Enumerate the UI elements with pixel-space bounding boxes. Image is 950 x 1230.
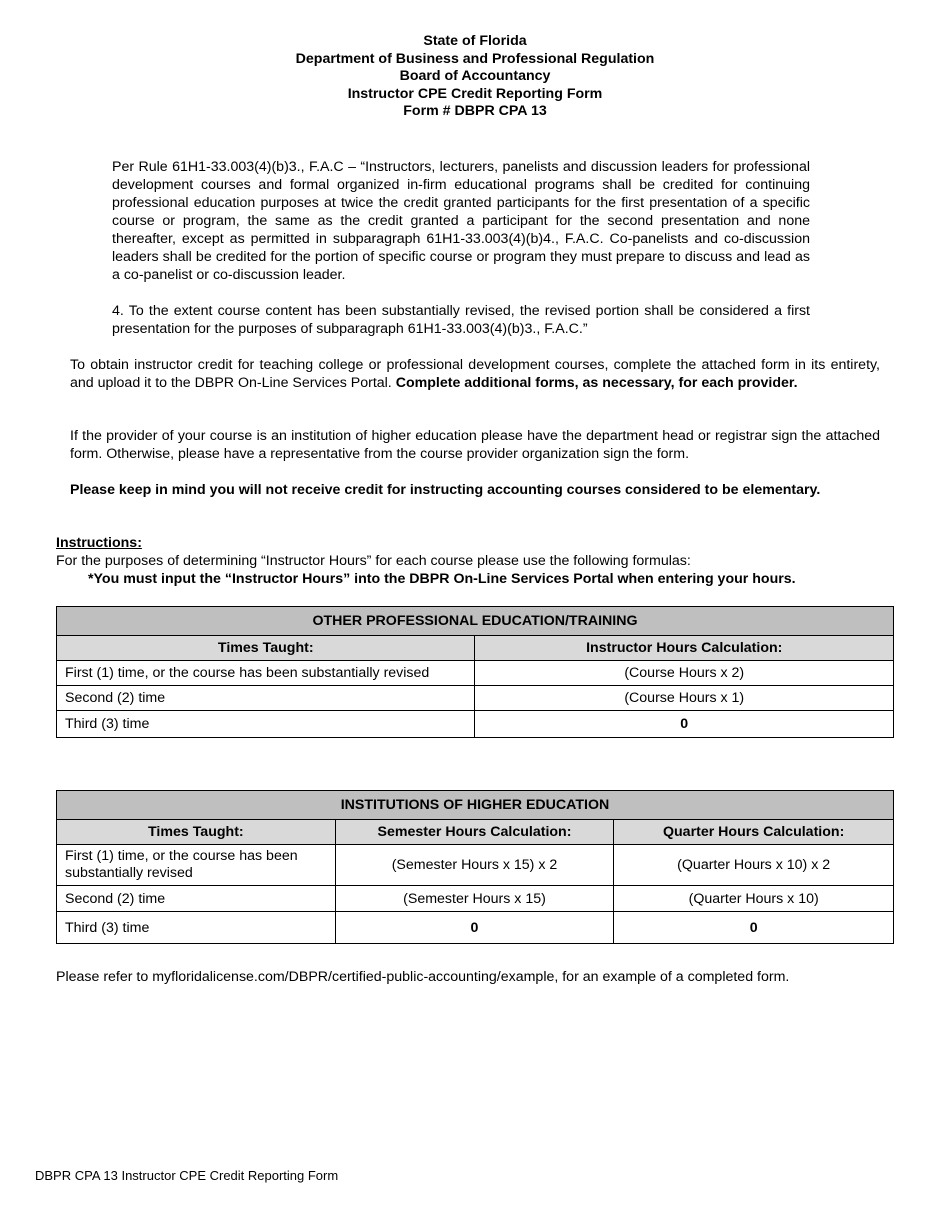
semester-cell: 0 bbox=[335, 912, 614, 944]
higher-education-table bbox=[56, 790, 894, 944]
header-state: State of Florida bbox=[423, 33, 527, 49]
higher-header-quarter: Quarter Hours Calculation: bbox=[614, 820, 894, 845]
table-row bbox=[57, 886, 894, 912]
times-cell: Second (2) time bbox=[57, 886, 336, 912]
quarter-cell: (Quarter Hours x 10) x 2 bbox=[614, 845, 894, 886]
higher-header-semester: Semester Hours Calculation: bbox=[335, 820, 614, 845]
additional-forms-note: Complete additional forms, as necessary, for each provider. bbox=[395, 375, 798, 391]
times-cell: First (1) time, or the course has been substantially revised bbox=[57, 845, 336, 886]
instructions-paragraph-upload bbox=[70, 356, 880, 392]
table-row bbox=[57, 686, 894, 711]
rule-subparagraph: 4. To the extent course content has been substantially revised, the revised portion shall be considered a first presentation for the purposes of subparagraph 61H1-33.003(4)(b)3., F.A.C.” bbox=[112, 303, 810, 337]
semester-cell: (Semester Hours x 15) bbox=[335, 886, 614, 912]
header-board: Board of Accountancy bbox=[399, 68, 551, 84]
times-cell: Second (2) time bbox=[57, 686, 475, 711]
table-row bbox=[57, 661, 894, 686]
elementary-courses-warning: Please keep in mind you will not receive credit for instructing accounting courses considered to be elementary. bbox=[70, 482, 821, 498]
table-row bbox=[57, 845, 894, 886]
rule-text: Per Rule 61H1-33.003(4)(b)3., F.A.C – “Instructors, lecturers, panelists and discussion leaders for professional development courses and formal organized in-firm educational programs shall be credited for continuing professional education purposes at twice the credit granted participants for the first presentation of a specific course or program, the same as the credit granted a participant for the second presentation and none thereafter, except as permitted in subparagraph 61H1-33.003(4)(b)4., F.A.C. Co-panelists and co-discussion leaders shall be credited for the portion of specific course or program they must prepare to discuss and lead as a co-panelist or co-discussion leader. bbox=[112, 159, 810, 283]
table-row bbox=[57, 711, 894, 738]
other-header-calc: Instructor Hours Calculation: bbox=[475, 636, 894, 661]
calc-cell: (Course Hours x 2) bbox=[475, 661, 894, 686]
page-footer: DBPR CPA 13 Instructor CPE Credit Reporting Form bbox=[35, 1168, 339, 1183]
calc-cell: 0 bbox=[475, 711, 894, 738]
instructions-portal-note: *You must input the “Instructor Hours” into the DBPR On-Line Services Portal when entering your hours. bbox=[88, 571, 796, 587]
other-table-title: OTHER PROFESSIONAL EDUCATION/TRAINING bbox=[57, 607, 894, 636]
instructions-heading: Instructions: bbox=[56, 535, 142, 551]
document-header bbox=[0, 33, 950, 121]
calc-cell: (Course Hours x 1) bbox=[475, 686, 894, 711]
times-cell: First (1) time, or the course has been substantially revised bbox=[57, 661, 475, 686]
semester-cell: (Semester Hours x 15) x 2 bbox=[335, 845, 614, 886]
provider-signature-paragraph: If the provider of your course is an institution of higher education please have the department head or registrar sign the attached form. Otherwise, please have a representative from the course provider organization sign the form. bbox=[70, 428, 880, 462]
header-department: Department of Business and Professional Regulation bbox=[295, 50, 655, 67]
header-form-number: Form # DBPR CPA 13 bbox=[403, 103, 547, 119]
rule-quote bbox=[112, 158, 810, 338]
times-cell: Third (3) time bbox=[57, 711, 475, 738]
other-header-times: Times Taught: bbox=[57, 636, 475, 661]
upload-text: To obtain instructor credit for teaching college or professional development courses, complete the attached form in its entirety, and upload it to the DBPR On-Line Services Portal. bbox=[70, 357, 880, 391]
higher-header-times: Times Taught: bbox=[57, 820, 336, 845]
header-form-title: Instructor CPE Credit Reporting Form bbox=[347, 85, 603, 102]
quarter-cell: 0 bbox=[614, 912, 894, 944]
higher-table-title: INSTITUTIONS OF HIGHER EDUCATION bbox=[57, 791, 894, 820]
instructions-section bbox=[56, 534, 896, 588]
quarter-cell: (Quarter Hours x 10) bbox=[614, 886, 894, 912]
table-row bbox=[57, 912, 894, 944]
example-reference: Please refer to myfloridalicense.com/DBPR/certified-public-accounting/example, for an example of a completed form. bbox=[56, 969, 790, 985]
other-education-table bbox=[56, 606, 894, 738]
times-cell: Third (3) time bbox=[57, 912, 336, 944]
instructions-line: For the purposes of determining “Instructor Hours” for each course please use the following formulas: bbox=[56, 553, 691, 569]
